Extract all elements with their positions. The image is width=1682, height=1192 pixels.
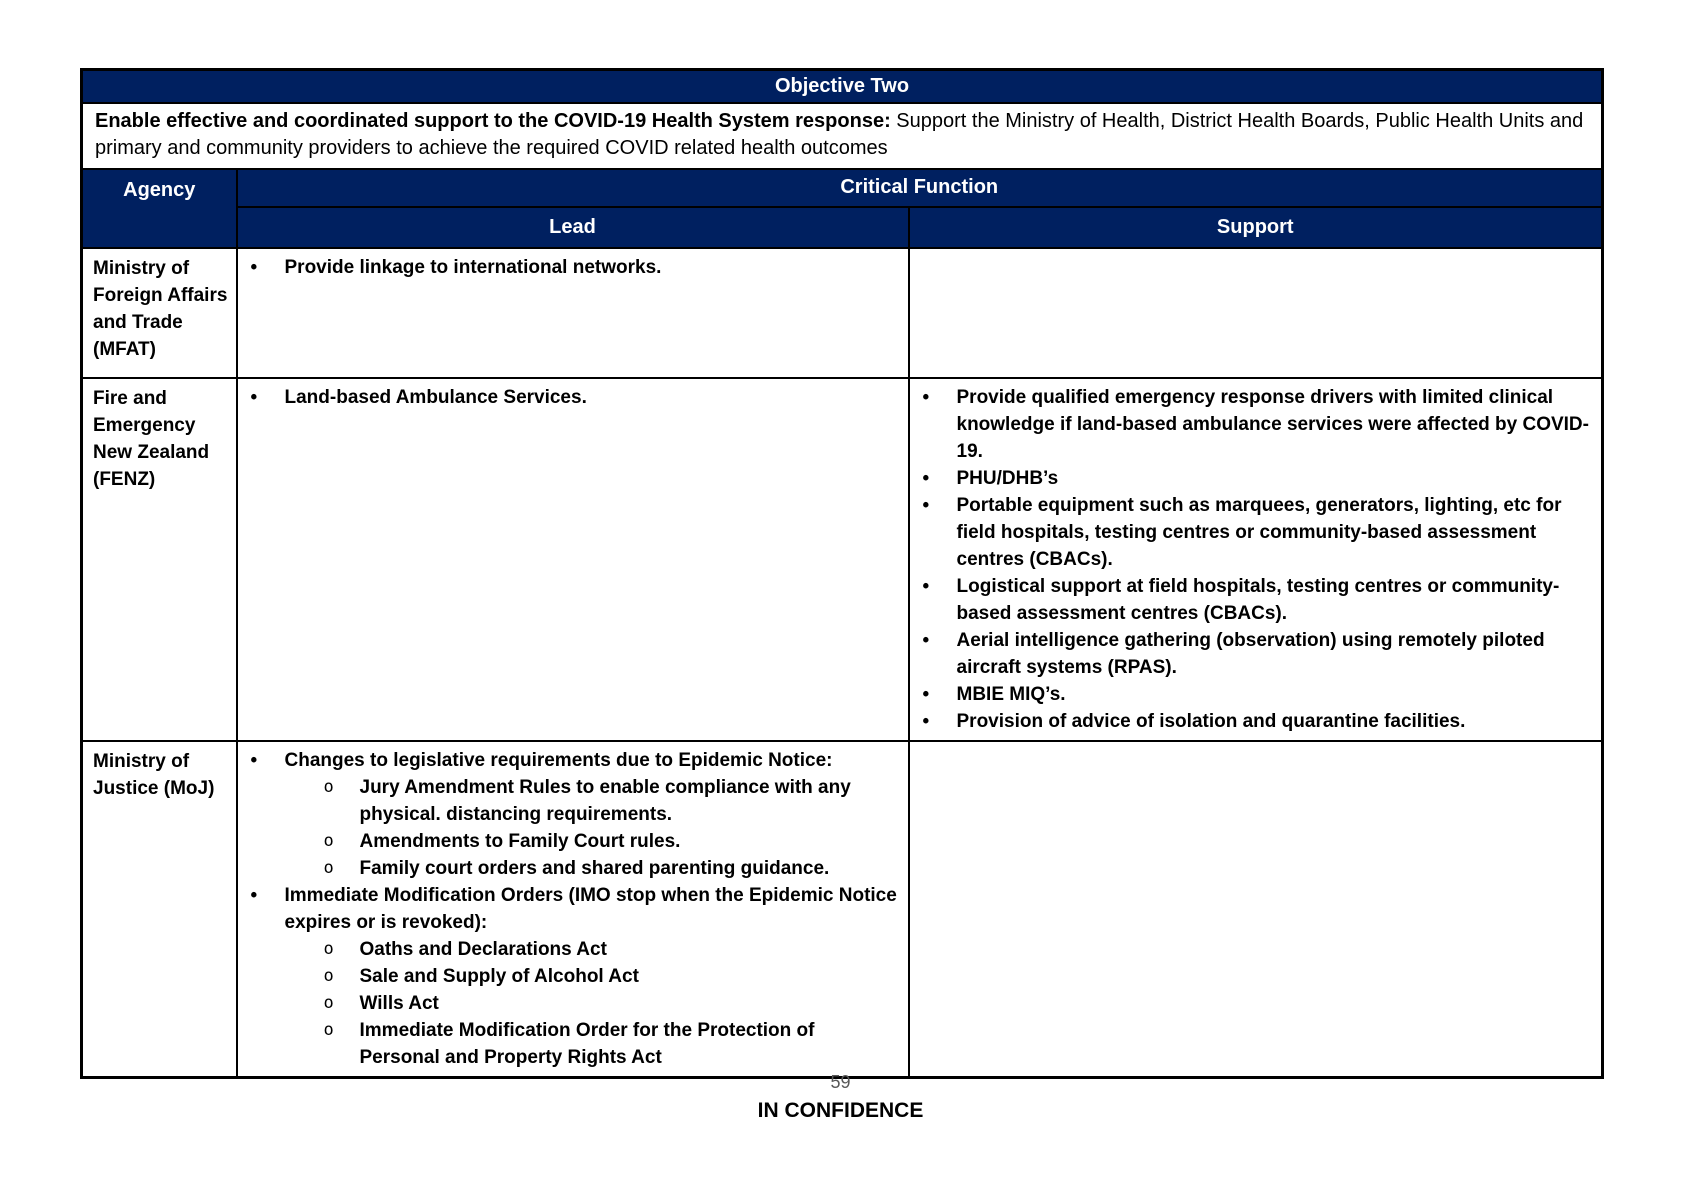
table-row — [82, 378, 1603, 741]
column-header-lead: Lead — [237, 207, 909, 248]
bullet-text: Provide linkage to international networks. — [284, 256, 662, 278]
bullet-icon: • — [250, 749, 258, 771]
bullet-icon: • — [250, 884, 258, 906]
title-row — [82, 70, 1603, 103]
bullet-text: Portable equipment such as marquees, generators, lighting, etc for field hospitals, testing centres or community-based assessment centres (CBACs). — [956, 494, 1562, 570]
bullet-icon: • — [922, 710, 930, 732]
sub-bullet-icon: o — [323, 776, 334, 797]
agency-name: Ministry of Foreign Affairs and Trade (MFAT) — [82, 248, 237, 378]
sub-bullet-icon: o — [323, 857, 334, 878]
bullet-icon: • — [922, 467, 930, 489]
table-row — [82, 741, 1603, 1078]
bullet-item — [238, 384, 898, 411]
lead-cell — [237, 378, 909, 741]
bullet-item — [238, 254, 898, 281]
sub-bullet-item — [238, 828, 898, 855]
sub-bullet-icon: o — [323, 938, 334, 959]
column-header-agency: Agency — [82, 169, 237, 248]
agency-name: Ministry of Justice (MoJ) — [82, 741, 237, 1078]
bullet-text: Immediate Modification Orders (IMO stop when the Epidemic Notice expires or is revoked): — [284, 884, 897, 933]
sub-bullet-icon: o — [323, 830, 334, 851]
description-lead-in: Enable effective and coordinated support to the COVID-19 Health System response: — [95, 109, 891, 132]
bullet-item — [910, 681, 1592, 708]
bullet-item — [910, 573, 1592, 627]
sub-bullet-text: Jury Amendment Rules to enable compliance with any physical. distancing requirements. — [359, 776, 851, 825]
bullet-text: Provision of advice of isolation and quarantine facilities. — [956, 710, 1466, 732]
bullet-text: Land-based Ambulance Services. — [284, 386, 587, 408]
agency-name: Fire and Emergency New Zealand (FENZ) — [82, 378, 237, 741]
sub-bullet-item — [238, 774, 898, 828]
classification-label: IN CONFIDENCE — [757, 1099, 924, 1122]
bullet-text: Changes to legislative requirements due to Epidemic Notice: — [284, 749, 833, 771]
agency-rows — [82, 248, 1603, 1078]
bullet-icon: • — [922, 386, 930, 408]
sub-bullet-text: Sale and Supply of Alcohol Act — [359, 965, 639, 987]
bullet-icon: • — [250, 386, 258, 408]
description-rest: Support the Ministry of Health, District Health Boards, Public Health Units and primary and community providers to achieve the required COVID related health outcomes — [95, 109, 1584, 159]
bullet-icon: • — [922, 494, 930, 516]
table-title: Objective Two — [82, 70, 1603, 103]
sub-bullet-icon: o — [323, 1019, 334, 1040]
sub-bullet-text: Oaths and Declarations Act — [359, 938, 607, 960]
bullet-text: PHU/DHB’s — [956, 467, 1059, 489]
bullet-item — [238, 882, 898, 936]
sub-bullet-text: Immediate Modification Order for the Protection of Personal and Property Rights Act — [359, 1019, 815, 1068]
bullet-text: Provide qualified emergency response drivers with limited clinical knowledge if land-based ambulance services were affected by COVID-19. — [956, 386, 1589, 462]
bullet-item — [238, 747, 898, 774]
lead-cell — [237, 248, 909, 378]
support-cell — [909, 248, 1603, 378]
header-row-1 — [82, 169, 1603, 207]
support-cell — [909, 741, 1603, 1078]
sub-bullet-icon: o — [323, 965, 334, 986]
sub-bullet-item — [238, 963, 898, 990]
sub-bullet-text: Family court orders and shared parenting guidance. — [359, 857, 830, 879]
bullet-text: Logistical support at field hospitals, testing centres or community-based assessment centres (CBACs). — [956, 575, 1560, 624]
sub-bullet-text: Wills Act — [359, 992, 439, 1014]
sub-bullet-text: Amendments to Family Court rules. — [359, 830, 681, 852]
objective-table — [80, 68, 1604, 1079]
sub-bullet-item — [238, 1017, 898, 1071]
sub-bullet-item — [238, 990, 898, 1017]
page-footer — [80, 1070, 1601, 1124]
bullet-item — [910, 465, 1592, 492]
bullet-icon: • — [922, 575, 930, 597]
bullet-item — [910, 627, 1592, 681]
support-cell — [909, 378, 1603, 741]
bullet-item — [910, 384, 1592, 465]
table-row — [82, 248, 1603, 378]
lead-cell — [237, 741, 909, 1078]
description-row — [82, 103, 1603, 169]
column-header-critical-function: Critical Function — [237, 169, 1603, 207]
page-number: 59 — [830, 1072, 851, 1092]
bullet-item — [910, 492, 1592, 573]
bullet-icon: • — [250, 256, 258, 278]
sub-bullet-item — [238, 936, 898, 963]
bullet-item — [910, 708, 1592, 735]
header-row-2 — [82, 207, 1603, 248]
bullet-icon: • — [922, 683, 930, 705]
column-header-support: Support — [909, 207, 1603, 248]
bullet-icon: • — [922, 629, 930, 651]
sub-bullet-icon: o — [323, 992, 334, 1013]
sub-bullet-item — [238, 855, 898, 882]
bullet-text: Aerial intelligence gathering (observation) using remotely piloted aircraft systems (RPAS). — [956, 629, 1545, 678]
objective-description — [82, 103, 1603, 169]
bullet-text: MBIE MIQ’s. — [956, 683, 1066, 705]
